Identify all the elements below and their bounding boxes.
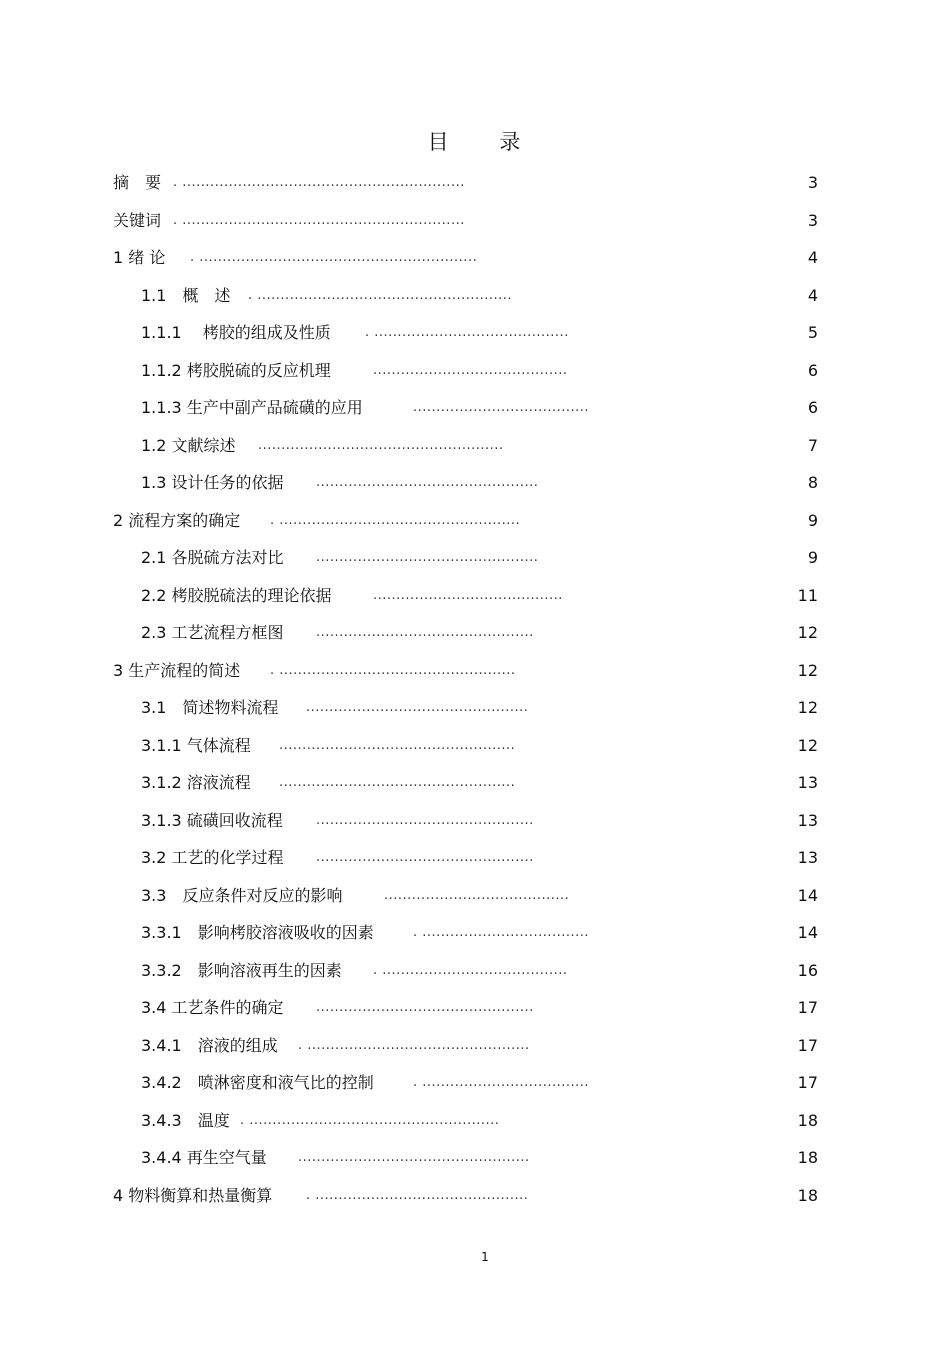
toc-entry-label: 3.4.1 溶液的组成 [141,1035,278,1055]
toc-entry-leader-dots: .......................................... [373,362,568,378]
toc-entry-leader-dots: ............................................... [316,1000,534,1015]
toc-entry[interactable] [0,164,950,201]
toc-entry-page: 12 [797,698,818,717]
toc-entry-page: 14 [797,885,818,905]
toc-entry-label: 3.4.4 再生空气量 [141,1148,267,1167]
toc-entry-label: 1 绪 论 [113,248,166,267]
toc-entry-label: 3.3.1 影响栲胶溶液吸收的因素 [141,923,374,942]
toc-entry-label: 3.1.2 溶液流程 [141,773,251,792]
toc-entry-leader-dots: . .............................................. [306,1187,529,1203]
toc-entry-leader-dots: . .................................................... [270,512,521,528]
page-title: 目 录 [427,130,543,154]
toc-entry-label: 2 流程方案的确定 [113,510,241,530]
toc-entry-label: 1.3 设计任务的依据 [141,473,284,492]
toc-entry[interactable] [0,389,950,426]
toc-entry-leader-dots: ................................................... [279,737,516,753]
toc-entry-label: 4 物料衡算和热量衡算 [113,1185,273,1205]
toc-entry-page: 5 [807,323,818,342]
toc-entry-page: 12 [797,735,818,755]
toc-entry-page: 18 [797,1185,818,1205]
toc-entry-page: 16 [797,960,818,980]
toc-entry-leader-dots: .................................................. [298,1150,530,1165]
toc-entry-leader-dots: ......................................... [373,587,563,603]
toc-entry[interactable] [0,577,950,614]
toc-entry-label: 2.3 工艺流程方框图 [141,623,284,642]
toc-entry-leader-dots: ...................................... [413,400,590,415]
toc-entry-page: 14 [797,923,818,942]
toc-entry-page: 13 [797,773,818,792]
toc-entry-leader-dots: . .................................... [413,1075,590,1090]
toc-entry-leader-dots: ................................................... [279,775,516,790]
toc-entry-label: 2.2 栲胶脱硫法的理论依据 [141,585,332,605]
toc-entry-label: 1.1.3 生产中副产品硫磺的应用 [141,398,363,417]
toc-entry[interactable] [0,877,950,914]
toc-entry-page: 13 [797,848,818,867]
toc-entry-leader-dots: . ....................................................... [248,287,513,303]
toc-entry-label: 1.1.2 栲胶脱硫的反应机理 [141,360,331,380]
toc-entry-leader-dots: . ................................................... [270,662,516,678]
toc-entry[interactable] [0,539,950,576]
toc-entry[interactable] [0,1102,950,1139]
toc-entry[interactable] [0,277,950,314]
toc-entry-leader-dots: ............................................... [316,850,534,865]
toc-entry-label: 3.4.2 喷淋密度和液气比的控制 [141,1073,374,1092]
toc-entry-page: 3 [807,210,818,230]
toc-entry-page: 4 [807,285,818,305]
toc-entry-page: 17 [797,998,818,1017]
toc-entry-label: 1.1.1 栲胶的组成及性质 [141,323,331,342]
toc-entry-label: 3.3 反应条件对反应的影响 [141,885,343,905]
toc-entry-leader-dots: . ............................................................. [173,175,465,190]
toc-entry[interactable] [0,989,950,1026]
toc-entry-page: 12 [797,660,818,680]
toc-entry-label: 3.2 工艺的化学过程 [141,848,284,867]
toc-entry-page: 6 [807,398,818,417]
toc-entry-page: 17 [797,1035,818,1055]
toc-entry-page: 17 [797,1073,818,1092]
toc-entry[interactable] [0,689,950,726]
toc-entry[interactable] [0,352,950,389]
toc-entry-leader-dots: . ...................................................... [240,1112,500,1128]
toc-entry-leader-dots: . ........................................ [373,962,568,978]
toc-entry-label: 关键词 [113,210,162,230]
toc-entry[interactable] [0,1139,950,1176]
toc-entry[interactable] [0,239,950,276]
toc-entry[interactable] [0,802,950,839]
page-number: 1 [481,1250,489,1264]
toc-entry-page: 7 [807,435,818,455]
toc-entry[interactable] [0,914,950,951]
toc-entry-leader-dots: ........................................ [384,887,570,903]
toc-entry-page: 3 [807,173,818,192]
toc-entry[interactable] [0,839,950,876]
toc-entry-leader-dots: ................................................ [316,550,539,565]
toc-entry-leader-dots: ..................................................... [258,437,504,453]
toc-entry-label: 3.1.1 气体流程 [141,735,251,755]
toc-entry-leader-dots: . .......................................... [365,325,569,340]
toc-entry-leader-dots: . ................................................ [298,1037,530,1053]
toc-entry-page: 4 [807,248,818,267]
toc-entry-page: 9 [807,548,818,567]
toc-entry-leader-dots: . .................................... [413,925,590,940]
toc-entry-label: 3.4.3 温度 [141,1110,230,1130]
toc-entry[interactable] [0,1064,950,1101]
toc-entry-page: 8 [807,473,818,492]
toc-entry[interactable] [0,314,950,351]
toc-entry-page: 6 [807,360,818,380]
toc-entry-label: 2.1 各脱硫方法对比 [141,548,284,567]
toc-entry[interactable] [0,502,950,539]
toc-entry-label: 3.1.3 硫磺回收流程 [141,810,283,830]
toc-entry-page: 11 [797,585,818,605]
toc-entry-label: 3.3.2 影响溶液再生的因素 [141,960,342,980]
toc-entry-page: 9 [807,510,818,530]
toc-entry-page: 18 [797,1110,818,1130]
toc-entry-page: 18 [797,1148,818,1167]
toc-entry-label: 3 生产流程的简述 [113,660,241,680]
toc-entry[interactable] [0,614,950,651]
toc-entry[interactable] [0,727,950,764]
toc-entry[interactable] [0,464,950,501]
toc-entry[interactable] [0,952,950,989]
toc-entry-page: 12 [797,623,818,642]
toc-entry-leader-dots: . ............................................................. [173,212,465,228]
toc-entry[interactable] [0,1027,950,1064]
toc-entry-leader-dots: ................................................ [306,700,529,715]
toc-entry-label: 1.2 文献综述 [141,435,236,455]
toc-entry-page: 13 [797,810,818,830]
toc-entry[interactable] [0,1177,950,1214]
toc-entry-label: 3.4 工艺条件的确定 [141,998,284,1017]
toc-entry[interactable] [0,427,950,464]
toc-entry-label: 摘 要 [113,173,162,192]
toc-entry[interactable] [0,652,950,689]
toc-entry[interactable] [0,764,950,801]
toc-entry-leader-dots: ............................................... [316,812,534,828]
toc-entry[interactable] [0,202,950,239]
toc-entry-label: 1.1 概 述 [141,285,231,305]
toc-entry-leader-dots: ............................................... [316,625,534,640]
toc-entry-label: 3.1 简述物料流程 [141,698,279,717]
toc-entry-leader-dots: . ............................................................ [190,250,478,265]
toc-entry-leader-dots: ................................................ [316,475,539,490]
